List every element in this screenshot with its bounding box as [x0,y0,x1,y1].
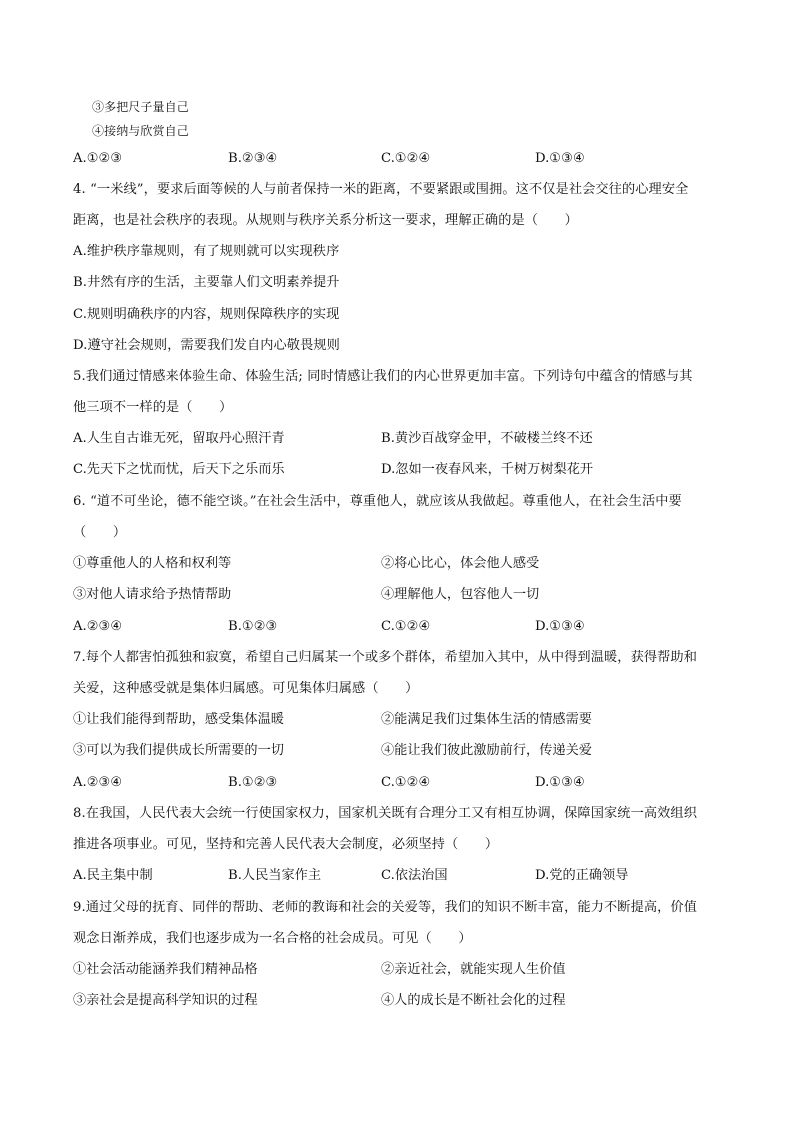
q5-option-d: D.忽如一夜春风来，千树万树梨花开 [381,462,594,477]
q3-option-c: C.①②④ [381,151,431,166]
q6-stem-line1: 6. “道不可坐论，德不能空谈。”在社会生活中，尊重他人，就应该从我做起。尊重他人，在社会生活中要 [73,494,682,509]
q3-item-3: ③多把尺子量自己 [92,100,189,114]
q4-option-a: A.维护秩序靠规则，有了规则就可以实现秩序 [73,244,340,259]
q8-stem-line2: 推进各项事业。可见，坚持和完善人民代表大会制度，必须坚持（ ） [73,837,499,852]
q7-item-2: ②能满足我们过集体生活的情感需要 [381,712,592,727]
q4-stem-line1: 4. “一米线”，要求后面等候的人与前者保持一米的距离，不要紧跟或围拥。这不仅是社会交往的心理安全 [73,182,689,197]
q8-option-c: C.依法治国 [381,868,448,883]
q3-option-b: B.②③④ [228,151,278,166]
q8-stem-line1: 8.在我国，人民代表大会统一行使国家权力，国家机关既有合理分工又有相互协调，保障国家统一高效组织 [73,806,698,821]
q7-stem-line1: 7.每个人都害怕孤独和寂寞，希望自己归属某一个或多个群体，希望加入其中，从中得到温暖，获得帮助和 [73,650,698,665]
q6-item-4: ④理解他人，包容他人一切 [381,587,540,602]
q4-option-c: C.规则明确秩序的内容，规则保障秩序的实现 [73,307,340,322]
q7-option-b: B.①②③ [228,775,278,790]
q5-option-a: A.人生自古谁无死，留取丹心照汗青 [73,431,285,446]
q5-option-b: B.黄沙百战穿金甲，不破楼兰终不还 [381,431,593,446]
q5-stem-line1: 5.我们通过情感来体验生命、体验生活; 同时情感让我们的内心世界更加丰富。下列诗句中蕴含的情感与其 [73,369,693,384]
q9-item-3: ③亲社会是提高科学知识的过程 [73,993,258,1008]
q7-option-d: D.①③④ [535,775,585,790]
q9-stem-line1: 9.通过父母的抚育、同伴的帮助、老师的教诲和社会的关爱等，我们的知识不断丰富，能力不断提高，价值 [73,900,698,915]
q7-option-a: A.②③④ [73,775,123,790]
q6-stem-line2: （ ） [73,525,127,540]
q7-item-3: ③可以为我们提供成长所需要的一切 [73,743,284,758]
q7-stem-line2: 关爱，这种感受就是集体归属感。可见集体归属感（ ） [73,681,419,696]
q6-option-c: C.①②④ [381,619,431,634]
q7-option-c: C.①②④ [381,775,431,790]
q7-item-1: ①让我们能得到帮助，感受集体温暖 [73,712,284,727]
q9-item-1: ①社会活动能涵养我们精神品格 [73,962,258,977]
q4-option-d: D.遵守社会规则，需要我们发自内心敬畏规则 [73,338,340,353]
q3-option-d: D.①③④ [535,151,585,166]
q7-item-4: ④能让我们彼此激励前行，传递关爱 [381,743,592,758]
q5-stem-line2: 他三项不一样的是（ ） [73,400,233,415]
q9-item-4: ④人的成长是不断社会化的过程 [381,993,566,1008]
q5-option-c: C.先天下之忧而忧，后天下之乐而乐 [73,462,285,477]
q3-option-a: A.①②③ [73,151,123,166]
q8-option-b: B.人民当家作主 [228,868,322,883]
q6-option-b: B.①②③ [228,619,278,634]
q6-option-a: A.②③④ [73,619,123,634]
q9-stem-line2: 观念日渐养成，我们也逐步成为一名合格的社会成员。可见（ ） [73,931,472,946]
q6-option-d: D.①③④ [535,619,585,634]
q3-item-4: ④接纳与欣赏自己 [92,124,189,138]
q8-option-d: D.党的正确领导 [535,868,629,883]
q6-item-3: ③对他人请求给予热情帮助 [73,587,232,602]
q8-option-a: A.民主集中制 [73,868,153,883]
q9-item-2: ②亲近社会，就能实现人生价值 [381,962,566,977]
q6-item-1: ①尊重他人的人格和权利等 [73,556,232,571]
q6-item-2: ②将心比心，体会他人感受 [381,556,540,571]
q4-stem-line2: 距离，也是社会秩序的表现。从规则与秩序关系分析这一要求，理解正确的是（ ） [73,213,578,228]
q4-option-b: B.井然有序的生活，主要靠人们文明素养提升 [73,275,340,290]
